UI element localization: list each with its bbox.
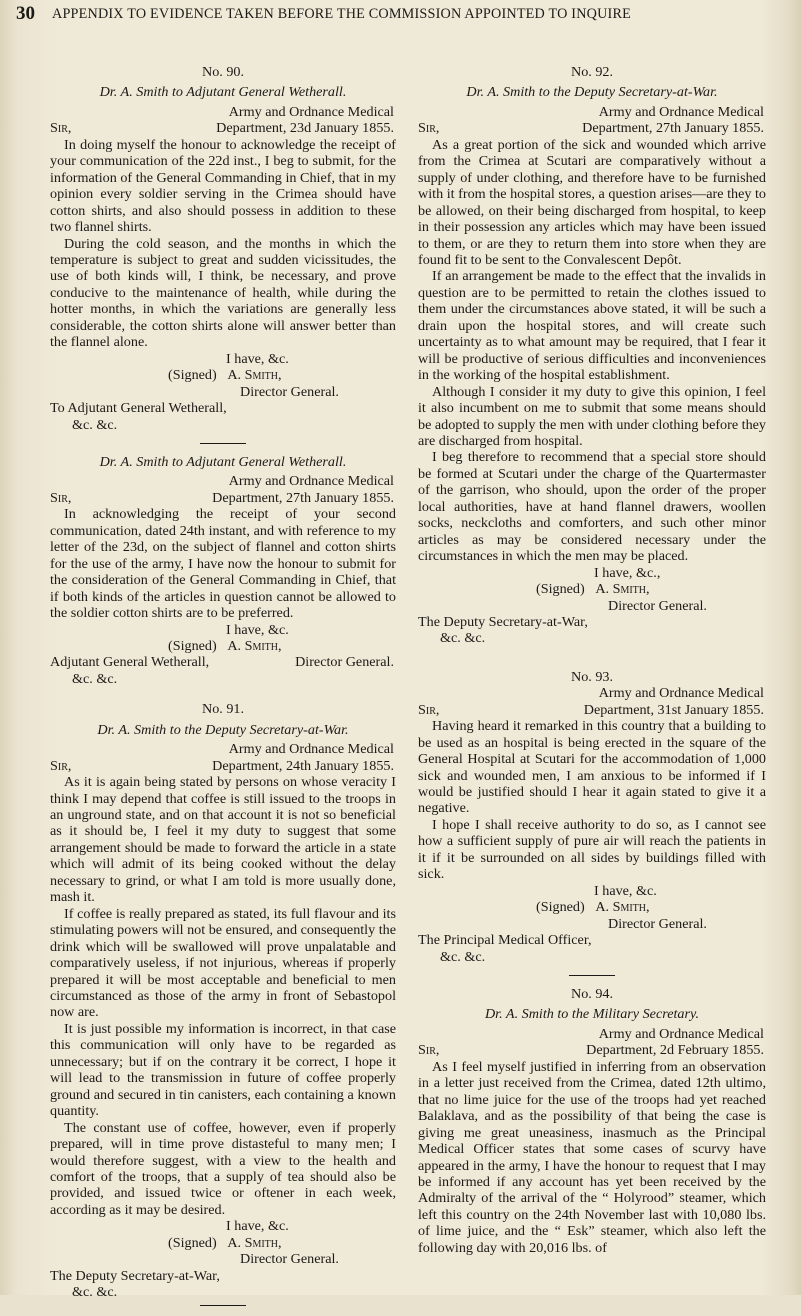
- signed-label: (Signed): [536, 581, 585, 598]
- salutation-line: [50, 120, 396, 136]
- letter-date: Department, 27th January 1855.: [582, 120, 764, 137]
- letter-title: Dr. A. Smith to Adjutant General Wetherall.: [99, 453, 347, 470]
- paragraph: Having heard it remarked in this country that a building to be used as an hospital is being erected in the square of the General Hospital at Scutari for the accommodation of 1,000 sick and wounded men, I am anxious to be informed if I would be justified should I hear it again stated to give it a negative.: [418, 718, 766, 817]
- letter-place: Army and Ordnance Medical: [228, 103, 394, 120]
- letter-date: Department, 27th January 1855.: [212, 489, 394, 506]
- signature-line: [418, 581, 766, 597]
- salutation: Sir,: [50, 120, 72, 137]
- letter-place: Army and Ordnance Medical: [228, 741, 394, 758]
- complimentary-close: I have, &c.: [226, 1218, 289, 1235]
- paragraph: During the cold season, and the months in which the temperature is subject to great and sudden vicissitudes, the use of both kinds will, I think, be necessary, and prove conducive to the maintenance of health, while during the hotter months, in which the variations are generally less considerable, the cotton shirts alone will answer better than the flannel alone.: [50, 235, 396, 351]
- signed-label: (Signed): [168, 367, 217, 384]
- paragraph: In doing myself the honour to acknowledge the receipt of your communication of the 22d inst., I beg to submit, for the information of the General Commanding in Chief, that in my opinion every soldier serving in the Crimea should have cotton shirts, and also should possess in addition to these two flannel shirts.: [50, 136, 396, 236]
- letter-body: [418, 137, 766, 565]
- signed-label: (Signed): [168, 637, 217, 654]
- recipient-etc: &c. &c.: [72, 416, 118, 433]
- signer-title: Director General.: [608, 597, 707, 614]
- signer-title: Director General.: [608, 915, 707, 932]
- letter-place: Army and Ordnance Medical: [598, 103, 764, 120]
- paragraph: As it is again being stated by persons on whose veracity I think I may depend that coffee is still issued to the troops in an unground state, and on that account it is not so beneficial as it should be, I feel it my duty to suggest that some arrangement should be made to forward the article in a state which will admit of its being cooked without the delay necessary to grind, or what I am told is more usually done, mash it.: [50, 774, 396, 906]
- letter-body: [50, 137, 396, 351]
- divider: [200, 1305, 246, 1306]
- paragraph: In acknowledging the receipt of your second communication, dated 24th instant, and with reference to my letter of the 23d, on the subject of flannel and cotton shirts for the use of the army, I have now the honour to submit for the consideration of the General Commanding in Chief, that if both kinds of the articles in question cannot be allowed to the soldier cotton shirts are to be preferred.: [50, 506, 396, 622]
- signature-line: [50, 367, 396, 383]
- salutation: Sir,: [418, 120, 440, 137]
- letter-body: [418, 1059, 766, 1256]
- recipient-etc: &c. &c.: [72, 1284, 118, 1301]
- salutation: Sir,: [50, 489, 72, 506]
- letter-90: [50, 64, 396, 433]
- letter-title: Dr. A. Smith to Adjutant General Wetherall.: [99, 84, 347, 101]
- letter-93: [418, 669, 766, 965]
- paragraph: It is just possible my information is incorrect, in that case this communication will only have to be regarded as unnecessary; but if on the contrary it be correct, I hope it will lead to the transmission in future of coffee properly ground and secured in tin canisters, each containing a known quantity.: [50, 1020, 396, 1120]
- complimentary-close: I have, &c.: [226, 350, 289, 367]
- letter-92: [418, 64, 766, 647]
- signer-title: Director General.: [240, 383, 339, 400]
- divider: [569, 975, 615, 976]
- signer-name: A. Smith,: [227, 1234, 282, 1251]
- letter-date: Department, 23d January 1855.: [216, 120, 394, 137]
- signed-label: (Signed): [168, 1234, 217, 1251]
- signer-title: Director General.: [295, 654, 394, 671]
- letter-number: No. 92.: [570, 64, 614, 80]
- letter-date: Department, 31st January 1855.: [583, 701, 764, 718]
- letter-place: Army and Ordnance Medical: [598, 1025, 764, 1042]
- salutation-line: [418, 702, 766, 718]
- signer-name: A. Smith,: [227, 367, 282, 384]
- paragraph: If an arrangement be made to the effect that the invalids in question are to be permitted to retain the clothes issued to them under the circumstances above stated, it will be such a drain upon the hospital stores, and will create such uncertainty as to what amount may be required, that I fear it will be productive of serious difficulties and inconveniences in the working of the hospital establishment.: [418, 268, 766, 384]
- left-column: [50, 64, 396, 1316]
- recipient-etc: &c. &c.: [440, 948, 486, 965]
- letter-date: Department, 2d February 1855.: [586, 1042, 764, 1059]
- complimentary-close: I have, &c.: [226, 621, 289, 638]
- letter-date: Department, 24th January 1855.: [212, 757, 394, 774]
- page-number: 30: [16, 3, 35, 24]
- letter-90-second: [50, 454, 396, 687]
- letter-title: Dr. A. Smith to the Deputy Secretary-at-War.: [97, 721, 349, 738]
- letter-number: No. 93.: [570, 668, 614, 685]
- letter-91: [50, 701, 396, 1300]
- recipient: Adjutant General Wetherall,: [50, 654, 210, 671]
- letter-place: Army and Ordnance Medical: [598, 685, 764, 702]
- letter-number: No. 91.: [201, 701, 245, 718]
- paragraph: As a great portion of the sick and wounded which arrive from the Crimea at Scutari are comparatively without a supply of under clothing, and therefore have to be furnished with it from the hospital stores, a question arises—are they to be allowed, on their being discharged from hospital, to keep in their possession any articles which may have been issued to them, or are they to return them into store when they are found fit to be sent to the Convalescent Depôt.: [418, 136, 766, 268]
- signer-title: Director General.: [240, 1251, 339, 1268]
- recipient-etc: &c. &c.: [440, 630, 486, 647]
- signature-line: [418, 899, 766, 915]
- salutation-line: [50, 758, 396, 774]
- divider: [200, 443, 246, 444]
- paragraph: I hope I shall receive authority to do so, as I cannot see how a sufficient supply of pure air will reach the patients in it if it be surrounded on all sides by buildings filled with sick.: [418, 816, 766, 883]
- salutation: Sir,: [418, 1042, 440, 1059]
- letter-94: [418, 986, 766, 1256]
- paragraph: If coffee is really prepared as stated, its full flavour and its stimulating powers will not be ensured, and consequently the drink which will be swallowed will prove unpalatable and comparatively useless, if not injurious, whereas if properly prepared it will be most acceptable and beneficial to men circumstanced as those of the army in front of Sebastopol now are.: [50, 905, 396, 1021]
- signed-label: (Signed): [536, 899, 585, 916]
- signer-name: A. Smith,: [227, 637, 282, 654]
- salutation: Sir,: [50, 757, 72, 774]
- signer-name: A. Smith,: [595, 899, 650, 916]
- page-header: [0, 3, 801, 23]
- recipient: The Deputy Secretary-at-War,: [50, 1267, 220, 1284]
- recipient: The Deputy Secretary-at-War,: [418, 613, 588, 630]
- letter-number: No. 90.: [201, 64, 245, 80]
- letter-body: [50, 506, 396, 621]
- paragraph: As I feel myself justified in inferring from an observation in a letter just received from the Crimea, dated 12th ultimo, that no lime juice for the use of the troops had yet reached Balaklava, and as the possibility of that being the case is giving me great uneasiness, inasmuch as the Principal Medical Officer states that some cases of scurvy have appeared in the army, I have the honour to request that I may be informed if any account has yet been received by the Admiralty of the arrival of the “ Holyrood” steamer, which left this country on the 24th November last with 10,080 lbs. of lime juice, and the “ Esk” steamer, which also left the following day with 20,016 lbs. of: [418, 1058, 766, 1256]
- right-column: [418, 64, 766, 1256]
- letter-number: No. 94.: [570, 986, 614, 1003]
- letter-body: [50, 774, 396, 1218]
- signature-line: [50, 1235, 396, 1251]
- paragraph: Although I consider it my duty to give this opinion, I feel it also incumbent on me to submit that some means should be adopted to supply the men with under clothing before they are discharged from hospital.: [418, 383, 766, 449]
- letter-body: [418, 718, 766, 883]
- salutation-line: [418, 1042, 766, 1058]
- running-title: APPENDIX TO EVIDENCE TAKEN BEFORE THE COMMISSION APPOINTED TO INQUIRE: [52, 6, 632, 22]
- complimentary-close: I have, &c.,: [594, 564, 661, 581]
- recipient: The Principal Medical Officer,: [418, 932, 592, 949]
- recipient-line: [50, 654, 396, 670]
- signature-line: [50, 638, 396, 654]
- salutation-line: [50, 490, 396, 506]
- recipient-etc: &c. &c.: [72, 670, 118, 687]
- paragraph: I beg therefore to recommend that a special store should be formed at Scutari under the charge of the Quartermaster of the garrison, who should, upon the order of the proper local authorities, have at hand flannel drawers, woollen socks, neckcloths and comforters, and such other minor articles as may be considered necessary under the circumstances in which the men may be placed.: [418, 449, 766, 565]
- letter-title: Dr. A. Smith to the Military Secretary.: [484, 1006, 700, 1023]
- recipient: To Adjutant General Wetherall,: [50, 400, 227, 417]
- signer-name: A. Smith,: [595, 581, 650, 598]
- letter-place: Army and Ordnance Medical: [228, 473, 394, 490]
- paragraph: The constant use of coffee, however, even if properly prepared, will in time prove distasteful to many men; I would therefore suggest, with a view to the health and comfort of the troops, that a supply of tea should also be provided, and issued twice or oftener in each week, according as it may be desired.: [50, 1119, 396, 1218]
- salutation-line: [418, 120, 766, 136]
- salutation: Sir,: [418, 701, 440, 718]
- complimentary-close: I have, &c.: [594, 882, 657, 899]
- letter-title: Dr. A. Smith to the Deputy Secretary-at-War.: [466, 84, 718, 101]
